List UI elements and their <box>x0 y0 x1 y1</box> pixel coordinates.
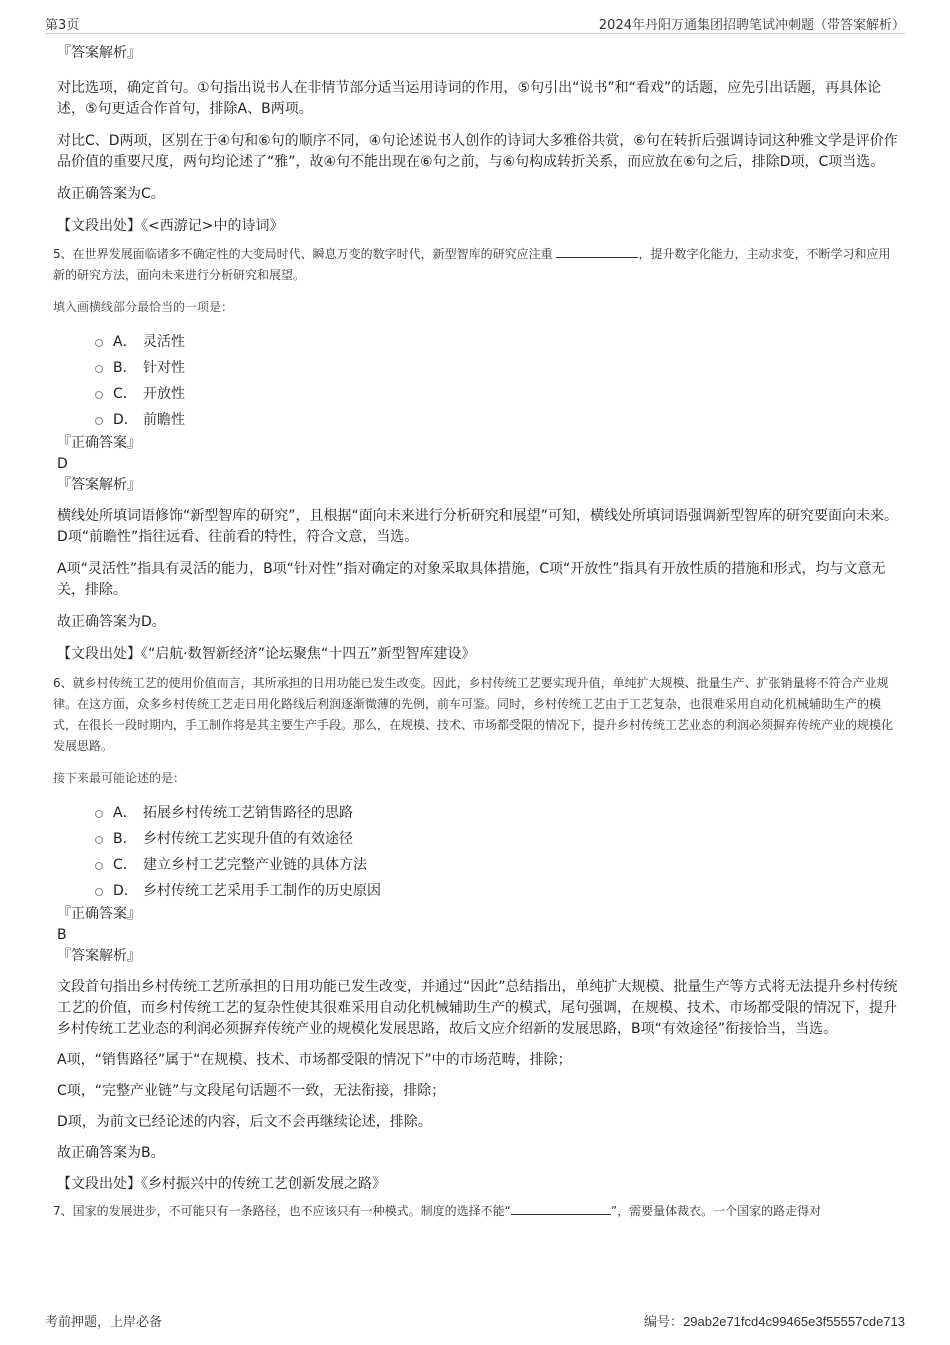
q4-analysis-p1: 对比选项，确定首句。①句指出说书人在非情节部分适当运用诗词的作用，⑤句引出“说书”和“看戏”的话题，应先引出话题，再具体论述，⑤句更适合作首句，排除A、B两项。 <box>57 80 882 117</box>
q6-source: 【文段出处】《乡村振兴中的传统工艺创新发展之路》 <box>57 1176 386 1192</box>
footer-slogan: 考前押题，上岸必备 <box>45 1315 163 1330</box>
q6-answer: B <box>57 927 67 943</box>
radio-icon[interactable] <box>95 339 103 347</box>
q4-analysis-p2: 对比C、D两项，区别在于④句和⑥句的顺序不同，④句论述说书人创作的诗词大多雅俗共赏，⑥句在转折后强调诗词这种雅文学是评价作品价值的重要尺度，两句均论述了“雅”，故④句不能出现在⑥句之前，与⑥句构成转折关系，而应放在⑥句之后，排除D项，C项当选。 <box>57 133 898 170</box>
q6-options <box>95 799 902 903</box>
q6-answer-label: 『正确答案』 <box>57 906 141 922</box>
q6-option-b[interactable]: B． 乡村传统工艺实现升值的有效途径 <box>95 825 902 851</box>
page-content <box>45 40 902 1222</box>
page-footer <box>45 1311 905 1329</box>
q5-source: 【文段出处】《“启航·数智新经济”论坛聚焦“十四五”新型智库建设》 <box>57 646 476 662</box>
q4-analysis-p3: 故正确答案为C。 <box>57 186 165 202</box>
radio-icon[interactable] <box>95 417 103 425</box>
q6-analysis-p1: 文段首句指出乡村传统工艺所承担的日用功能已发生改变，并通过“因此”总结指出，单纯扩大规模、批量生产等方式将无法提升乡村传统工艺的价值，而乡村传统工艺的复杂性使其很难采用自动化机械辅助生产的模式，尾句强调，在规模、技术、市场都受限的情况下，提升乡村传统工艺业态的利润必须摒弃传统产业的规模化发展思路，故后文应介绍新的发展思路，B项“有效途径”衔接恰当，当选。 <box>57 979 898 1037</box>
q6-option-a[interactable]: A． 拓展乡村传统工艺销售路径的思路 <box>95 799 902 825</box>
q6-analysis-p5: 故正确答案为B。 <box>57 1145 165 1161</box>
q5-analysis-label: 『答案解析』 <box>57 477 141 493</box>
radio-icon[interactable] <box>95 862 103 870</box>
q6-analysis-p2: A项，“销售路径”属于“在规模、技术、市场都受限的情况下”中的市场范畴，排除； <box>57 1052 572 1068</box>
q5-answer: D <box>57 456 68 472</box>
radio-icon[interactable] <box>95 836 103 844</box>
q5-answer-label: 『正确答案』 <box>57 435 141 451</box>
radio-icon[interactable] <box>95 888 103 896</box>
q5-analysis-p1: 横线处所填词语修饰“新型智库的研究”，且根据“面向未来进行分析研究和展望”可知，横线处所填词语强调新型智库的研究要面向未来。D项“前瞻性”指往远看、往前看的特性，符合文意，当选。 <box>57 508 899 545</box>
radio-icon[interactable] <box>95 391 103 399</box>
q6-instruction: 接下来最可能论述的是： <box>53 771 186 785</box>
radio-icon[interactable] <box>95 365 103 373</box>
q4-source: 【文段出处】《<西游记>中的诗词》 <box>57 218 284 234</box>
q5-analysis-p3: 故正确答案为D。 <box>57 614 166 630</box>
q5-option-b[interactable]: B． 针对性 <box>95 354 902 380</box>
q7-blank <box>511 1202 611 1215</box>
q5-instruction: 填入画横线部分最恰当的一项是： <box>53 300 234 314</box>
page-header <box>45 14 905 32</box>
radio-icon[interactable] <box>95 810 103 818</box>
q6-option-d[interactable]: D． 乡村传统工艺采用手工制作的历史原因 <box>95 877 902 903</box>
page-number: 第3页 <box>45 18 80 33</box>
q5-blank <box>556 245 638 258</box>
document-title: 2024年丹阳万通集团招聘笔试冲刺题（带答案解析） <box>598 18 905 33</box>
header-divider <box>45 33 905 34</box>
q5-analysis-p2: A项“灵活性”指具有灵活的能力，B项“针对性”指对确定的对象采取具体措施，C项“开放性”指具有开放性质的措施和形式，均与文意无关，排除。 <box>57 561 886 598</box>
q5-option-a[interactable]: A． 灵活性 <box>95 328 902 354</box>
q7-stem: 7、国家的发展进步，不可能只有一条路径，也不应该只有一种模式。制度的选择不能“ ”，需要量体裁衣。一个国家的路走得对 <box>53 1204 822 1218</box>
document-code: 编号：29ab2e71fcd4c99465e3f55557cde713 <box>644 1314 905 1330</box>
q4-analysis-label: 『答案解析』 <box>57 45 141 61</box>
q6-analysis-p4: D项，为前文已经论述的内容，后文不会再继续论述，排除。 <box>57 1114 432 1130</box>
q5-option-d[interactable]: D． 前瞻性 <box>95 406 902 432</box>
q6-analysis-label: 『答案解析』 <box>57 948 141 964</box>
q5-option-c[interactable]: C． 开放性 <box>95 380 902 406</box>
q6-analysis-p3: C项，“完整产业链”与文段尾句话题不一致，无法衔接，排除； <box>57 1083 446 1099</box>
q5-options <box>95 328 902 432</box>
q6-stem: 6、就乡村传统工艺的使用价值而言，其所承担的日用功能已发生改变。因此，乡村传统工艺要实现升值，单纯扩大规模、批量生产、扩张销量将不符合产业规律。在这方面，众多乡村传统工艺走日用化路线后利润逐渐微薄的先例，前车可鉴。同时，乡村传统工艺由于工艺复杂，也很难采用自动化机械辅助生产的模式，在很长一段时期内，手工制作将是其主要生产手段。那么，在规模、技术、市场都受限的情况下，提升乡村传统工艺业态的利润必须摒弃传统产业的规模化发展思路。 <box>53 676 894 753</box>
q5-stem: 5、在世界发展面临诸多不确定性的大变局时代、瞬息万变的数字时代，新型智库的研究应注重 ，提升数字化能力，主动求变，不断学习和应用新的研究方法，面向未来进行分析研究和展望。 <box>53 247 891 282</box>
q6-option-c[interactable]: C． 建立乡村工艺完整产业链的具体方法 <box>95 851 902 877</box>
